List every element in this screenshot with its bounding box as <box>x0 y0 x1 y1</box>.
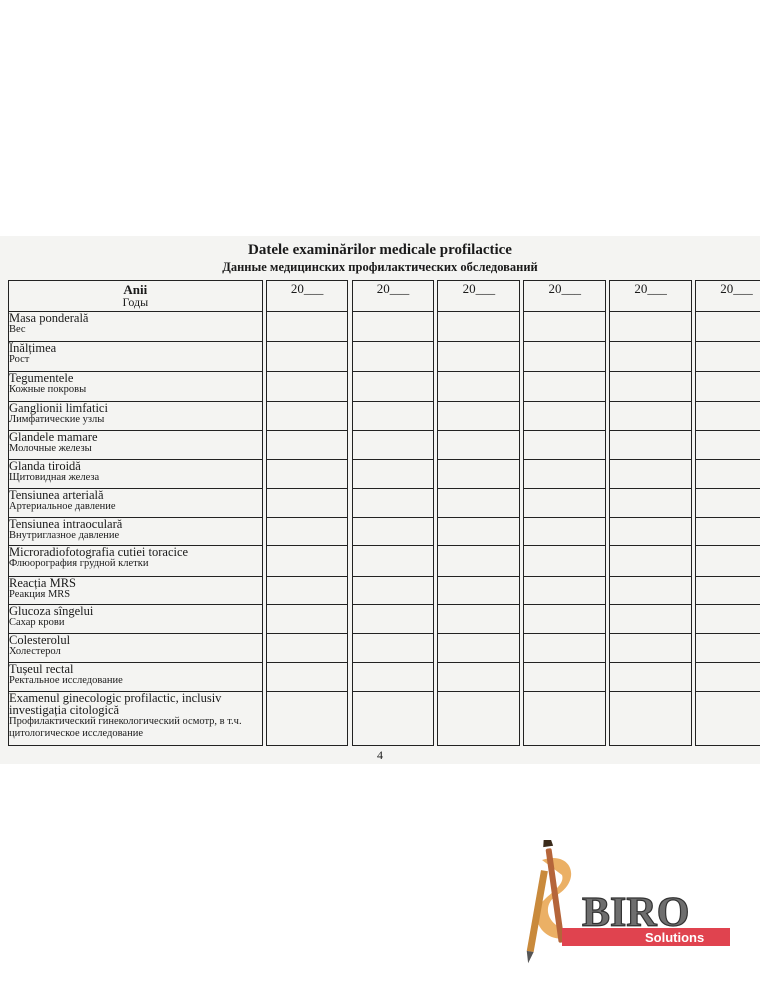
exam-entry-cell[interactable] <box>352 692 434 746</box>
table-row <box>9 692 760 746</box>
exam-entry-cell[interactable] <box>266 402 348 431</box>
exam-entry-cell[interactable] <box>352 663 434 692</box>
exam-entry-cell[interactable] <box>266 431 348 460</box>
exam-label-ro: Înălțimea <box>9 341 57 355</box>
exam-entry-cell[interactable] <box>352 577 434 605</box>
exam-entry-cell[interactable] <box>352 489 434 518</box>
table-row <box>9 605 760 634</box>
exam-entry-cell[interactable] <box>610 431 692 460</box>
exam-entry-cell[interactable] <box>266 312 348 342</box>
exam-label-ro: Glandele mamare <box>9 430 98 444</box>
exam-entry-cell[interactable] <box>610 634 692 663</box>
exam-label-cell <box>9 372 263 402</box>
exam-label-cell <box>9 518 263 546</box>
years-label-ro: Anii <box>123 282 148 297</box>
exam-entry-cell[interactable] <box>524 577 606 605</box>
exam-entry-cell[interactable] <box>438 663 520 692</box>
table-row <box>9 372 760 402</box>
exam-label-cell <box>9 634 263 663</box>
exam-entry-cell[interactable] <box>524 518 606 546</box>
exam-entry-cell[interactable] <box>352 605 434 634</box>
page-title-ru: Данные медицинских профилактических обследований <box>222 260 538 274</box>
exam-label-cell <box>9 663 263 692</box>
exam-entry-cell[interactable] <box>438 312 520 342</box>
exam-label-cell <box>9 577 263 605</box>
exam-entry-cell[interactable] <box>438 431 520 460</box>
exam-label-cell <box>9 489 263 518</box>
exam-label-ru: Сахар крови <box>9 617 65 628</box>
exam-entry-cell[interactable] <box>352 460 434 489</box>
exam-entry-cell[interactable] <box>696 402 760 431</box>
exam-entry-cell[interactable] <box>266 489 348 518</box>
exam-entry-cell[interactable] <box>524 342 606 372</box>
table-row <box>9 518 760 546</box>
exam-label-ro: Examenul ginecologic profilactic, inclusiv investigația citologică <box>9 691 222 717</box>
exam-entry-cell[interactable] <box>610 489 692 518</box>
table-row <box>9 342 760 372</box>
exam-entry-cell[interactable] <box>352 634 434 663</box>
exam-entry-cell[interactable] <box>438 518 520 546</box>
exam-label-cell <box>9 342 263 372</box>
exam-label-ru: Рост <box>9 354 30 365</box>
exam-entry-cell[interactable] <box>696 663 760 692</box>
exam-label-cell <box>9 312 263 342</box>
exam-entry-cell[interactable] <box>266 546 348 577</box>
exam-label-ru: Внутриглазное давление <box>9 530 120 541</box>
table-header-row <box>9 281 760 312</box>
exam-entry-cell[interactable] <box>438 402 520 431</box>
table-row <box>9 460 760 489</box>
exam-entry-cell[interactable] <box>266 518 348 546</box>
table-row <box>9 663 760 692</box>
exam-entry-cell[interactable] <box>438 546 520 577</box>
exam-entry-cell[interactable] <box>438 605 520 634</box>
exam-label-ru: Кожные покровы <box>9 384 87 395</box>
exam-entry-cell[interactable] <box>524 312 606 342</box>
scanned-page <box>0 236 760 764</box>
exam-label-cell <box>9 605 263 634</box>
exam-entry-cell[interactable] <box>266 692 348 746</box>
exam-entry-cell[interactable] <box>352 312 434 342</box>
exam-entry-cell[interactable] <box>610 342 692 372</box>
exam-label-ro: Tegumentele <box>9 371 74 385</box>
exam-entry-cell[interactable] <box>696 546 760 577</box>
exam-entry-cell[interactable] <box>696 518 760 546</box>
exam-entry-cell[interactable] <box>438 372 520 402</box>
exam-entry-cell[interactable] <box>438 577 520 605</box>
years-header-cell <box>9 281 263 312</box>
exam-label-cell <box>9 402 263 431</box>
exam-entry-cell[interactable] <box>696 431 760 460</box>
table-row <box>9 577 760 605</box>
exam-entry-cell[interactable] <box>696 312 760 342</box>
exam-label-ru: Холестерол <box>9 646 61 657</box>
biro-solutions-logo <box>512 840 742 970</box>
table-row <box>9 546 760 577</box>
exam-entry-cell[interactable] <box>352 546 434 577</box>
exam-entry-cell[interactable] <box>352 518 434 546</box>
exam-entry-cell[interactable] <box>610 372 692 402</box>
exam-label-cell <box>9 692 263 746</box>
exam-entry-cell[interactable] <box>524 663 606 692</box>
exam-entry-cell[interactable] <box>266 634 348 663</box>
exam-entry-cell[interactable] <box>610 518 692 546</box>
exam-entry-cell[interactable] <box>266 460 348 489</box>
exam-label-ro: Reacția MRS <box>9 576 77 590</box>
exam-label-cell <box>9 460 263 489</box>
exam-label-ru: Лимфатические узлы <box>9 414 105 425</box>
year-header-3: 20___ <box>438 281 520 312</box>
exam-entry-cell[interactable] <box>610 663 692 692</box>
exam-label-cell <box>9 546 263 577</box>
exam-entry-cell[interactable] <box>524 402 606 431</box>
year-header-4: 20___ <box>524 281 606 312</box>
exam-entry-cell[interactable] <box>352 342 434 372</box>
exam-entry-cell[interactable] <box>524 431 606 460</box>
year-header-6: 20___ <box>696 281 760 312</box>
exam-entry-cell[interactable] <box>610 460 692 489</box>
exam-label-cell <box>9 431 263 460</box>
exam-entry-cell[interactable] <box>610 402 692 431</box>
exam-label-ro: Masa ponderală <box>9 311 89 325</box>
table-row <box>9 312 760 342</box>
exam-entry-cell[interactable] <box>352 372 434 402</box>
exam-entry-cell[interactable] <box>610 605 692 634</box>
exam-table <box>8 280 760 746</box>
table-row <box>9 431 760 460</box>
exam-entry-cell[interactable] <box>524 489 606 518</box>
exam-label-ru: Артериальное давление <box>9 501 116 512</box>
logo-graphic <box>512 840 742 970</box>
logo-tagline-text: Solutions <box>645 930 705 945</box>
exam-entry-cell[interactable] <box>524 546 606 577</box>
exam-entry-cell[interactable] <box>524 460 606 489</box>
exam-entry-cell[interactable] <box>438 342 520 372</box>
exam-entry-cell[interactable] <box>610 577 692 605</box>
exam-entry-cell[interactable] <box>266 342 348 372</box>
page-number: 4 <box>377 748 383 762</box>
exam-entry-cell[interactable] <box>524 634 606 663</box>
exam-label-ro: Tensiunea arterială <box>9 488 104 502</box>
table-row <box>9 489 760 518</box>
exam-label-ru: Молочные железы <box>9 443 92 454</box>
exam-label-ro: Tensiunea intraoculară <box>9 517 123 531</box>
exam-entry-cell[interactable] <box>696 692 760 746</box>
exam-entry-cell[interactable] <box>696 372 760 402</box>
exam-entry-cell[interactable] <box>524 605 606 634</box>
exam-label-ru: Флюорография грудной клетки <box>9 558 149 569</box>
exam-entry-cell[interactable] <box>352 402 434 431</box>
exam-entry-cell[interactable] <box>438 634 520 663</box>
exam-label-ro: Glucoza sîngelui <box>9 604 94 618</box>
exam-entry-cell[interactable] <box>266 577 348 605</box>
exam-label-ro: Microradiofotografia cutiei toracice <box>9 545 189 559</box>
exam-entry-cell[interactable] <box>438 692 520 746</box>
exam-label-ru: Вес <box>9 324 26 335</box>
exam-entry-cell[interactable] <box>696 577 760 605</box>
exam-entry-cell[interactable] <box>266 605 348 634</box>
exam-label-ro: Glanda tiroidă <box>9 459 81 473</box>
exam-entry-cell[interactable] <box>696 489 760 518</box>
table-row <box>9 634 760 663</box>
exam-entry-cell[interactable] <box>696 634 760 663</box>
exam-entry-cell[interactable] <box>696 460 760 489</box>
exam-label-ru: Щитовидная железа <box>9 472 100 483</box>
exam-entry-cell[interactable] <box>266 372 348 402</box>
exam-label-ro: Ganglionii limfatici <box>9 401 108 415</box>
exam-entry-cell[interactable] <box>524 372 606 402</box>
exam-label-ru: Реакция MRS <box>9 589 71 600</box>
exam-label-ru: Ректальное исследование <box>9 675 123 686</box>
exam-entry-cell[interactable] <box>524 692 606 746</box>
exam-entry-cell[interactable] <box>610 692 692 746</box>
year-header-5: 20___ <box>610 281 692 312</box>
exam-entry-cell[interactable] <box>438 460 520 489</box>
years-label-ru: Годы <box>122 295 149 309</box>
exam-entry-cell[interactable] <box>266 663 348 692</box>
exam-entry-cell[interactable] <box>438 489 520 518</box>
exam-label-ro: Colesterolul <box>9 633 71 647</box>
table-row <box>9 402 760 431</box>
page-title-ro: Datele examinărilor medicale profilactice <box>248 242 512 258</box>
exam-entry-cell[interactable] <box>696 605 760 634</box>
year-header-2: 20___ <box>352 281 434 312</box>
exam-label-ro: Tușeul rectal <box>9 662 74 676</box>
year-header-1: 20___ <box>266 281 348 312</box>
exam-entry-cell[interactable] <box>610 312 692 342</box>
exam-entry-cell[interactable] <box>352 431 434 460</box>
exam-entry-cell[interactable] <box>696 342 760 372</box>
exam-label-ru: Профилактический гинекологический осмотр, в т.ч. цитологическое исследование <box>9 716 242 739</box>
exam-entry-cell[interactable] <box>610 546 692 577</box>
logo-brand-text: BIRO <box>582 890 690 936</box>
